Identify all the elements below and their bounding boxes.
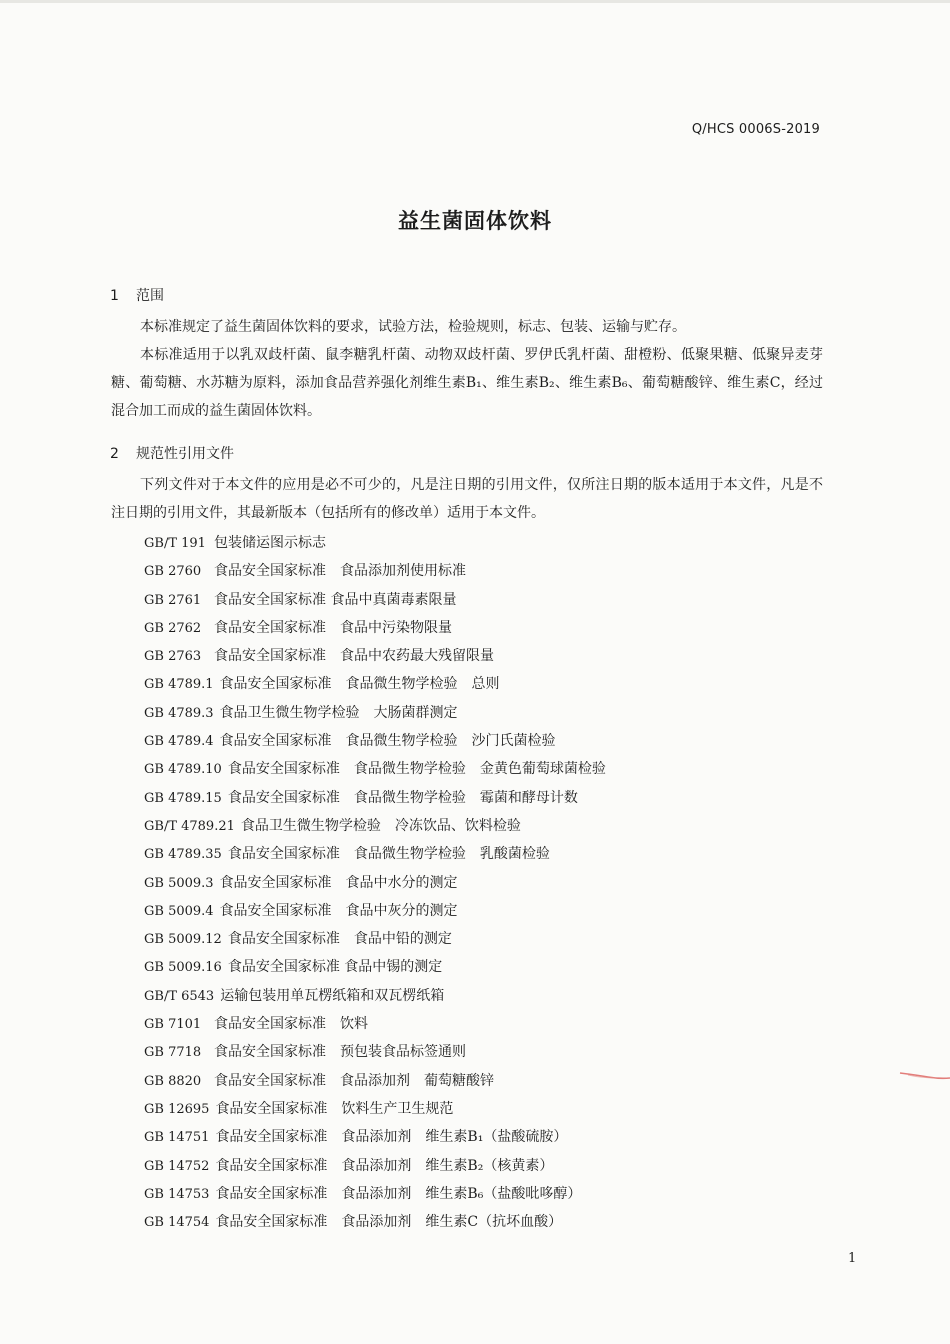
- reference-title: 食品安全国家标准 预包装食品标签通则: [214, 1044, 466, 1061]
- reference-item: [144, 840, 606, 868]
- reference-code: GB 4789.1: [144, 677, 214, 693]
- reference-title: 食品安全国家标准 食品添加剂 维生素B₆（盐酸吡哆醇）: [215, 1185, 582, 1202]
- paragraph: 本标准适用于以乳双歧杆菌、鼠李糖乳杆菌、动物双歧杆菌、罗伊氏乳杆菌、甜橙粉、低聚果糖、低聚异麦芽糖、葡萄糖、水苏糖为原料，添加食品营养强化剂维生素B₁、维生素B₂、维生素B₆、葡萄糖酸锌、维生素C，经过混合加工而成的益生菌固体饮料。: [111, 347, 823, 419]
- reference-item: [144, 642, 606, 670]
- reference-code: GB/T 4789.21: [144, 818, 235, 834]
- reference-title: 食品安全国家标准 食品中水分的测定: [219, 874, 458, 891]
- reference-item: [144, 1180, 606, 1208]
- reference-item: [144, 699, 606, 727]
- reference-title: 食品安全国家标准 食品微生物学检验 霉菌和酵母计数: [227, 789, 578, 806]
- reference-item: [144, 812, 606, 840]
- reference-title: 食品安全国家标准 食品中灰分的测定: [219, 902, 458, 919]
- reference-code: GB 2760: [144, 564, 202, 580]
- reference-code: GB 4789.3: [144, 705, 214, 721]
- reference-item: [144, 1095, 606, 1123]
- reference-title: 食品安全国家标准 食品添加剂 葡萄糖酸锌: [214, 1072, 494, 1089]
- reference-title: 食品安全国家标准 食品中污染物限量: [214, 619, 452, 636]
- reference-code: GB 5009.4: [144, 903, 214, 919]
- scan-edge: [0, 0, 950, 3]
- paragraph: 下列文件对于本文件的应用是必不可少的，凡是注日期的引用文件，仅所注日期的版本适用于本文件，凡是不注日期的引用文件，其最新版本（包括所有的修改单）适用于本文件。: [111, 477, 823, 521]
- reference-item: [144, 1038, 606, 1066]
- reference-code: GB 2763: [144, 649, 202, 665]
- reference-item: [144, 953, 606, 981]
- reference-code: GB 4789.10: [144, 762, 222, 778]
- reference-code: GB 5009.16: [144, 960, 222, 976]
- reference-item: [144, 1152, 606, 1180]
- reference-title: 包装储运图示标志: [214, 535, 326, 551]
- reference-title: 食品安全国家标准 食品添加剂 维生素B₂（核黄素）: [215, 1157, 554, 1174]
- reference-title: 食品安全国家标准 食品中农药最大残留限量: [214, 648, 494, 665]
- reference-item: [144, 755, 606, 783]
- reference-title: 食品安全国家标准 食品中真菌毒素限量: [214, 591, 457, 608]
- reference-item: [144, 897, 606, 925]
- reference-item: [144, 529, 606, 557]
- reference-code: GB 14753: [144, 1186, 210, 1202]
- reference-item: [144, 1067, 606, 1095]
- page-number: 1: [848, 1251, 857, 1266]
- reference-code: GB 2762: [144, 620, 202, 636]
- reference-title: 食品安全国家标准 饮料生产卫生规范: [215, 1100, 454, 1117]
- reference-title: 食品安全国家标准 食品微生物学检验 总则: [219, 676, 500, 693]
- reference-code: GB 4789.15: [144, 790, 222, 806]
- reference-title: 食品卫生微生物学检验 大肠菌群测定: [219, 704, 458, 721]
- section-title: 范围: [136, 288, 164, 304]
- reference-code: GB/T 191: [144, 536, 206, 551]
- section-number: 1: [110, 288, 119, 304]
- reference-title: 食品安全国家标准 食品添加剂 维生素C（抗坏血酸）: [215, 1214, 563, 1231]
- reference-item: [144, 557, 606, 585]
- reference-title: 食品卫生微生物学检验 冷冻饮品、饮料检验: [240, 817, 521, 834]
- reference-code: GB 5009.12: [144, 932, 222, 948]
- reference-code: GB 7101: [144, 1017, 202, 1033]
- reference-item: [144, 1208, 606, 1236]
- reference-item: [144, 784, 606, 812]
- reference-item: [144, 670, 606, 698]
- reference-item: [144, 614, 606, 642]
- scan-mark: [898, 1070, 950, 1080]
- reference-title: 食品安全国家标准 食品微生物学检验 乳酸菌检验: [227, 846, 550, 863]
- reference-title: 食品安全国家标准 食品微生物学检验 沙门氏菌检验: [219, 733, 556, 750]
- paragraph: 本标准规定了益生菌固体饮料的要求，试验方法，检验规则，标志、包装、运输与贮存。: [140, 319, 686, 335]
- reference-title: 运输包装用单瓦楞纸箱和双瓦楞纸箱: [220, 987, 445, 1004]
- reference-code: GB 14752: [144, 1158, 210, 1174]
- section-1-heading: [110, 285, 164, 305]
- reference-item: [144, 982, 606, 1010]
- reference-item: [144, 869, 606, 897]
- reference-title: 食品安全国家标准 食品中铅的测定: [227, 931, 452, 948]
- section-title: 规范性引用文件: [136, 446, 234, 462]
- reference-title: 食品安全国家标准 食品微生物学检验 金黄色葡萄球菌检验: [227, 761, 606, 778]
- reference-code: GB 4789.4: [144, 734, 214, 750]
- reference-title: 食品安全国家标准 食品添加剂 维生素B₁（盐酸硫胺）: [215, 1129, 568, 1146]
- reference-title: 食品安全国家标准 食品添加剂使用标准: [214, 563, 466, 580]
- reference-title: 食品安全国家标准 食品中锡的测定: [227, 959, 443, 976]
- reference-item: [144, 586, 606, 614]
- reference-item: [144, 727, 606, 755]
- reference-item: [144, 1010, 606, 1038]
- reference-code: GB 7718: [144, 1045, 202, 1061]
- reference-code: GB 8820: [144, 1073, 202, 1089]
- document-title: 益生菌固体饮料: [398, 209, 552, 233]
- section-number: 2: [110, 446, 119, 462]
- reference-title: 食品安全国家标准 饮料: [214, 1016, 368, 1033]
- section-2-heading: [110, 443, 234, 463]
- reference-code: GB 5009.3: [144, 875, 214, 891]
- reference-list: [144, 529, 606, 1236]
- reference-code: GB 14751: [144, 1130, 210, 1146]
- reference-code: GB 14754: [144, 1215, 210, 1231]
- reference-code: GB 4789.35: [144, 847, 222, 863]
- reference-code: GB 2761: [144, 592, 202, 608]
- reference-item: [144, 1123, 606, 1151]
- reference-code: GB/T 6543: [144, 988, 215, 1004]
- reference-item: [144, 925, 606, 953]
- reference-code: GB 12695: [144, 1101, 210, 1117]
- standard-code: Q/HCS 0006S-2019: [691, 122, 820, 137]
